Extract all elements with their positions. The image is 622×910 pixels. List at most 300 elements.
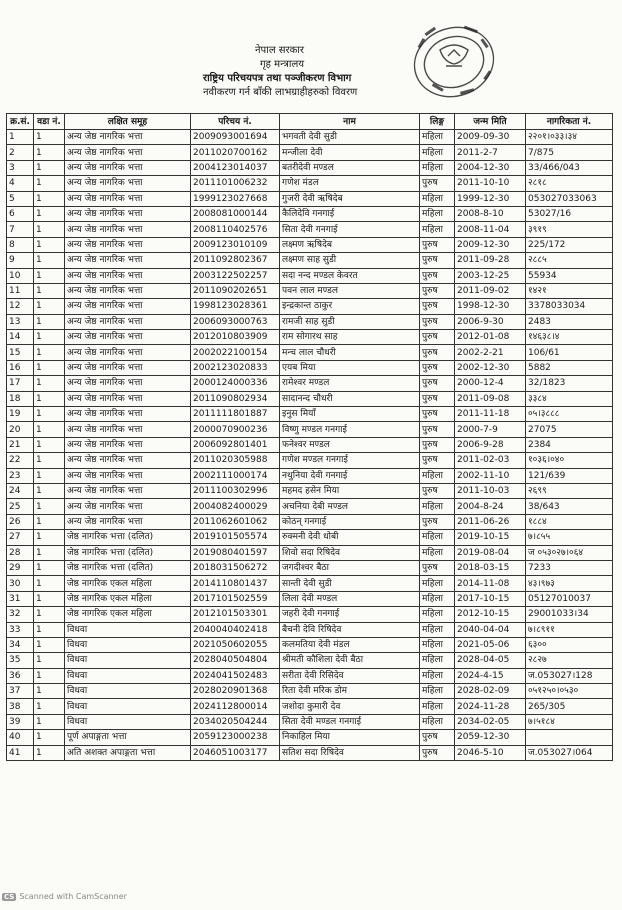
col-serial-cell: 33 <box>7 622 34 637</box>
col-ward-cell: 1 <box>34 191 65 206</box>
col-ward-cell: 1 <box>34 237 65 252</box>
col-ward-cell: 1 <box>34 437 65 452</box>
col-id-number-cell: 2002111000174 <box>191 468 280 483</box>
col-citizenship-cell: ज ०५३०२७।०६४ <box>526 545 613 560</box>
col-gender-cell: पुरुष <box>420 453 455 468</box>
col-name-cell: सिता देवी मण्डल गनगाई <box>280 714 420 729</box>
col-serial-cell: 39 <box>7 714 34 729</box>
col-gender-cell: महिला <box>420 684 455 699</box>
col-serial-cell: 20 <box>7 422 34 437</box>
watermark-text: Scanned with CamScanner <box>19 892 127 901</box>
col-dob-header: जन्म मिति <box>455 114 526 130</box>
col-gender-cell: महिला <box>420 530 455 545</box>
col-target-group-cell: अन्य जेष्ठ नागरिक भत्ता <box>65 160 191 175</box>
col-serial-cell: 2 <box>7 145 34 160</box>
office-stamp-seal <box>402 16 502 108</box>
beneficiary-table <box>6 113 613 761</box>
col-name-cell: गणेश मण्डल गनगाई <box>280 453 420 468</box>
col-serial-cell: 3 <box>7 160 34 175</box>
table-row <box>7 314 613 329</box>
col-citizenship-cell: 121/639 <box>526 468 613 483</box>
col-name-cell: बतरीदेवी मण्डल <box>280 160 420 175</box>
col-id-number-cell: 2000124000336 <box>191 376 280 391</box>
col-gender-cell: पुरुष <box>420 268 455 283</box>
col-id-number-cell: 2046051003177 <box>191 745 280 760</box>
col-dob-cell: 2011-09-02 <box>455 283 526 298</box>
col-target-group-cell: जेष्ठ नागरिक भत्ता (दलित) <box>65 560 191 575</box>
col-serial-cell: 10 <box>7 268 34 283</box>
col-dob-cell: 2012-01-08 <box>455 330 526 345</box>
col-serial-cell: 29 <box>7 560 34 575</box>
col-gender-cell: महिला <box>420 191 455 206</box>
col-gender-cell: महिला <box>420 699 455 714</box>
col-ward-cell: 1 <box>34 283 65 298</box>
col-target-group-cell: अन्य जेष्ठ नागरिक भत्ता <box>65 376 191 391</box>
col-gender-cell: पुरुष <box>420 299 455 314</box>
table-row <box>7 437 613 452</box>
col-id-number-cell: 2024041502483 <box>191 668 280 683</box>
col-gender-header: लिङ्ग <box>420 114 455 130</box>
col-id-number-cell: 2011020700162 <box>191 145 280 160</box>
col-serial-cell: 26 <box>7 514 34 529</box>
col-ward-cell: 1 <box>34 130 65 145</box>
col-dob-cell: 2046-5-10 <box>455 745 526 760</box>
col-dob-cell: 2024-4-15 <box>455 668 526 683</box>
col-id-number-cell: 2034020504244 <box>191 714 280 729</box>
col-dob-cell: 2028-04-05 <box>455 653 526 668</box>
col-name-cell: गुजरी देवी ऋषिदेब <box>280 191 420 206</box>
col-citizenship-cell: ७।८५५ <box>526 530 613 545</box>
col-dob-cell: 2014-11-08 <box>455 576 526 591</box>
col-gender-cell: पुरुष <box>420 483 455 498</box>
col-name-cell: सान्ती देवी सुडी <box>280 576 420 591</box>
col-dob-cell: 2021-05-06 <box>455 637 526 652</box>
col-serial-cell: 22 <box>7 453 34 468</box>
col-id-number-cell: 1999123027668 <box>191 191 280 206</box>
col-target-group-cell: अन्य जेष्ठ नागरिक भत्ता <box>65 145 191 160</box>
col-dob-cell: 2019-08-04 <box>455 545 526 560</box>
col-serial-cell: 15 <box>7 345 34 360</box>
col-id-number-cell: 2028020901368 <box>191 684 280 699</box>
col-dob-cell: 2002-11-10 <box>455 468 526 483</box>
col-gender-cell: महिला <box>420 653 455 668</box>
col-target-group-cell: जेष्ठ नागरिक एकल महिला <box>65 591 191 606</box>
col-citizenship-cell: ४३।९७३ <box>526 576 613 591</box>
col-serial-cell: 35 <box>7 653 34 668</box>
col-citizenship-cell: ज.053027।128 <box>526 668 613 683</box>
table-row <box>7 483 613 498</box>
col-serial-cell: 28 <box>7 545 34 560</box>
col-gender-cell: पुरुष <box>420 560 455 575</box>
col-id-number-cell: 2006092801401 <box>191 437 280 452</box>
col-name-cell: भगवती देवी सुडी <box>280 130 420 145</box>
col-gender-cell: महिला <box>420 622 455 637</box>
col-citizenship-cell: २८८५ <box>526 253 613 268</box>
col-citizenship-cell: 33/466/043 <box>526 160 613 175</box>
col-serial-cell: 14 <box>7 330 34 345</box>
col-dob-cell: 2019-10-15 <box>455 530 526 545</box>
col-target-group-cell: पूर्ण अपाङ्गता भत्ता <box>65 730 191 745</box>
col-name-cell: सदा नन्द मण्डल केवरत <box>280 268 420 283</box>
table-row <box>7 453 613 468</box>
col-id-number-cell: 2002022100154 <box>191 345 280 360</box>
col-gender-cell: महिला <box>420 714 455 729</box>
col-target-group-cell: जेष्ठ नागरिक एकल महिला <box>65 576 191 591</box>
col-name-cell: शिवो सदा रिषिदेव <box>280 545 420 560</box>
col-dob-cell: 2011-11-18 <box>455 407 526 422</box>
col-dob-cell: 2009-09-30 <box>455 130 526 145</box>
col-target-group-cell: अन्य जेष्ठ नागरिक भत्ता <box>65 437 191 452</box>
col-ward-cell: 1 <box>34 407 65 422</box>
col-serial-cell: 16 <box>7 360 34 375</box>
col-name-cell: कैलिदेवि गनगाई <box>280 206 420 221</box>
col-dob-cell: 1998-12-30 <box>455 299 526 314</box>
col-id-number-cell: 2019101505574 <box>191 530 280 545</box>
col-target-group-cell: अन्य जेष्ठ नागरिक भत्ता <box>65 345 191 360</box>
col-id-number-cell: 2004082400029 <box>191 499 280 514</box>
col-dob-cell: 2012-10-15 <box>455 607 526 622</box>
table-row <box>7 407 613 422</box>
col-citizenship-cell: 5882 <box>526 360 613 375</box>
col-citizenship-cell: 053027033063 <box>526 191 613 206</box>
col-name-cell: विष्णु मण्डल गनगाई <box>280 422 420 437</box>
col-ward-cell: 1 <box>34 345 65 360</box>
table-row <box>7 345 613 360</box>
camscanner-logo: CS <box>4 892 15 901</box>
col-ward-cell: 1 <box>34 499 65 514</box>
col-target-group-cell: विधवा <box>65 684 191 699</box>
col-serial-cell: 31 <box>7 591 34 606</box>
table-row <box>7 253 613 268</box>
col-gender-cell: पुरुष <box>420 176 455 191</box>
table-row <box>7 206 613 221</box>
col-target-group-cell: जेष्ठ नागरिक भत्ता (दलित) <box>65 545 191 560</box>
col-target-group-cell: अति अशक्त अपाङ्गता भत्ता <box>65 745 191 760</box>
col-dob-cell: 2034-02-05 <box>455 714 526 729</box>
col-id-number-cell: 2003122502257 <box>191 268 280 283</box>
col-gender-cell: पुरुष <box>420 376 455 391</box>
table-header-row <box>7 114 613 130</box>
col-gender-cell: पुरुष <box>420 422 455 437</box>
col-ward-cell: 1 <box>34 222 65 237</box>
col-target-group-cell: अन्य जेष्ठ नागरिक भत्ता <box>65 499 191 514</box>
col-dob-cell: 2004-8-24 <box>455 499 526 514</box>
col-ward-cell: 1 <box>34 514 65 529</box>
col-serial-cell: 4 <box>7 176 34 191</box>
col-gender-cell: पुरुष <box>420 391 455 406</box>
table-row <box>7 299 613 314</box>
col-ward-cell: 1 <box>34 330 65 345</box>
col-gender-cell: महिला <box>420 499 455 514</box>
table-row <box>7 160 613 175</box>
col-dob-cell: 2000-7-9 <box>455 422 526 437</box>
col-target-group-cell: अन्य जेष्ठ नागरिक भत्ता <box>65 468 191 483</box>
col-target-group-cell: विधवा <box>65 637 191 652</box>
col-name-cell: पवन लाल मण्डल <box>280 283 420 298</box>
table-row <box>7 637 613 652</box>
col-citizenship-cell: 2483 <box>526 314 613 329</box>
col-citizenship-cell: 38/643 <box>526 499 613 514</box>
col-id-number-header: परिचय नं. <box>191 114 280 130</box>
col-ward-cell: 1 <box>34 391 65 406</box>
col-id-number-cell: 1998123028361 <box>191 299 280 314</box>
col-id-number-cell: 2006093000763 <box>191 314 280 329</box>
col-target-group-cell: जेष्ठ नागरिक भत्ता (दलित) <box>65 530 191 545</box>
col-target-group-cell: विधवा <box>65 699 191 714</box>
col-serial-cell: 30 <box>7 576 34 591</box>
col-target-group-cell: अन्य जेष्ठ नागरिक भत्ता <box>65 222 191 237</box>
col-ward-cell: 1 <box>34 714 65 729</box>
col-name-cell: सरीता देवी रिसिदेव <box>280 668 420 683</box>
col-citizenship-cell <box>526 730 613 745</box>
col-citizenship-cell: २२०१।०३३।३४ <box>526 130 613 145</box>
col-gender-cell: महिला <box>420 637 455 652</box>
table-row <box>7 668 613 683</box>
table-row <box>7 699 613 714</box>
table-row <box>7 222 613 237</box>
col-target-group-cell: विधवा <box>65 668 191 683</box>
table-row <box>7 514 613 529</box>
col-name-cell: राम सोगारथ साह <box>280 330 420 345</box>
col-ward-cell: 1 <box>34 145 65 160</box>
col-name-cell: एयब मिया <box>280 360 420 375</box>
col-dob-cell: 2024-11-28 <box>455 699 526 714</box>
col-name-cell: सादानन्द चौधरी <box>280 391 420 406</box>
col-target-group-cell: अन्य जेष्ठ नागरिक भत्ता <box>65 514 191 529</box>
col-dob-cell: 2006-9-30 <box>455 314 526 329</box>
col-target-group-cell: जेष्ठ नागरिक एकल महिला <box>65 607 191 622</box>
col-serial-cell: 17 <box>7 376 34 391</box>
col-name-cell: जगदीश्वर बैठा <box>280 560 420 575</box>
col-citizenship-cell: २८१८ <box>526 176 613 191</box>
col-id-number-cell: 2040040402418 <box>191 622 280 637</box>
col-name-cell: फनेश्वर मण्डल <box>280 437 420 452</box>
col-name-cell: बैचनी देवि रिषिदेव <box>280 622 420 637</box>
col-dob-cell: 2011-06-26 <box>455 514 526 529</box>
col-name-cell: अचनिया देबी मण्डल <box>280 499 420 514</box>
col-serial-cell: 34 <box>7 637 34 652</box>
table-row <box>7 468 613 483</box>
col-serial-cell: 36 <box>7 668 34 683</box>
col-id-number-cell: 2011020305988 <box>191 453 280 468</box>
col-citizenship-cell: 55934 <box>526 268 613 283</box>
col-serial-cell: 24 <box>7 483 34 498</box>
col-id-number-cell: 2002123020833 <box>191 360 280 375</box>
col-ward-cell: 1 <box>34 622 65 637</box>
col-name-cell: श्रीमती कौशिला देवी बैठा <box>280 653 420 668</box>
col-name-cell: कलमतिया देवी मंडल <box>280 637 420 652</box>
col-target-group-cell: अन्य जेष्ठ नागरिक भत्ता <box>65 314 191 329</box>
col-citizenship-cell: १४६३८।४ <box>526 330 613 345</box>
table-row <box>7 714 613 729</box>
col-id-number-cell: 2012010803909 <box>191 330 280 345</box>
col-id-number-cell: 2018031506272 <box>191 560 280 575</box>
col-gender-cell: महिला <box>420 145 455 160</box>
col-name-cell: कोठन् गनगाई <box>280 514 420 529</box>
table-row <box>7 283 613 298</box>
col-citizenship-cell: १०३६।०४० <box>526 453 613 468</box>
col-ward-cell: 1 <box>34 299 65 314</box>
col-target-group-cell: अन्य जेष्ठ नागरिक भत्ता <box>65 407 191 422</box>
col-ward-cell: 1 <box>34 376 65 391</box>
table-row <box>7 576 613 591</box>
col-citizenship-cell: ७।८९११ <box>526 622 613 637</box>
col-serial-cell: 19 <box>7 407 34 422</box>
col-target-group-cell: विधवा <box>65 714 191 729</box>
col-target-group-cell: अन्य जेष्ठ नागरिक भत्ता <box>65 253 191 268</box>
col-ward-cell: 1 <box>34 468 65 483</box>
col-id-number-cell: 2004123014037 <box>191 160 280 175</box>
col-target-group-cell: अन्य जेष्ठ नागरिक भत्ता <box>65 391 191 406</box>
col-target-group-cell: अन्य जेष्ठ नागरिक भत्ता <box>65 237 191 252</box>
col-dob-cell: 2008-11-04 <box>455 222 526 237</box>
table-row <box>7 591 613 606</box>
col-ward-cell: 1 <box>34 314 65 329</box>
col-citizenship-cell: ३९१९ <box>526 222 613 237</box>
col-ward-cell: 1 <box>34 483 65 498</box>
col-gender-cell: महिला <box>420 591 455 606</box>
col-serial-cell: 11 <box>7 283 34 298</box>
col-target-group-cell: अन्य जेष्ठ नागरिक भत्ता <box>65 360 191 375</box>
col-serial-cell: 38 <box>7 699 34 714</box>
col-citizenship-cell: 7233 <box>526 560 613 575</box>
col-citizenship-cell: २६९९ <box>526 483 613 498</box>
col-target-group-cell: अन्य जेष्ठ नागरिक भत्ता <box>65 453 191 468</box>
col-gender-cell: पुरुष <box>420 314 455 329</box>
col-ward-cell: 1 <box>34 576 65 591</box>
col-dob-cell: 2011-09-28 <box>455 253 526 268</box>
col-gender-cell: पुरुष <box>420 345 455 360</box>
col-ward-cell: 1 <box>34 730 65 745</box>
col-gender-cell: पुरुष <box>420 253 455 268</box>
col-id-number-cell: 2012101503301 <box>191 607 280 622</box>
col-name-header: नाम <box>280 114 420 130</box>
govt-name: नेपाल सरकार <box>255 45 304 56</box>
table-row <box>7 499 613 514</box>
col-serial-cell: 21 <box>7 437 34 452</box>
col-name-cell: लक्ष्मण साह सुडी <box>280 253 420 268</box>
col-dob-cell: 2028-02-09 <box>455 684 526 699</box>
col-id-number-cell: 2028040504804 <box>191 653 280 668</box>
col-serial-cell: 32 <box>7 607 34 622</box>
col-id-number-cell: 2019080401597 <box>191 545 280 560</box>
col-name-cell: सिता देवी गनगाई <box>280 222 420 237</box>
col-ward-cell: 1 <box>34 668 65 683</box>
col-name-cell: मन्जीला देवी <box>280 145 420 160</box>
col-dob-cell: 2059-12-30 <box>455 730 526 745</box>
col-serial-header: क्र.सं. <box>7 114 34 130</box>
col-dob-cell: 2011-10-10 <box>455 176 526 191</box>
col-ward-cell: 1 <box>34 545 65 560</box>
col-name-cell: महमद हसेन मिया <box>280 483 420 498</box>
col-citizenship-cell: 2384 <box>526 437 613 452</box>
col-serial-cell: 37 <box>7 684 34 699</box>
col-dob-cell: 2006-9-28 <box>455 437 526 452</box>
col-citizenship-cell: ३३८४ <box>526 391 613 406</box>
col-ward-cell: 1 <box>34 206 65 221</box>
col-dob-cell: 2017-10-15 <box>455 591 526 606</box>
table-row <box>7 560 613 575</box>
col-target-group-cell: अन्य जेष्ठ नागरिक भत्ता <box>65 483 191 498</box>
col-name-cell: मन्च लाल चौधरी <box>280 345 420 360</box>
table-row <box>7 130 613 145</box>
col-citizenship-cell: ०५।३८८८ <box>526 407 613 422</box>
col-citizenship-cell: 3378033034 <box>526 299 613 314</box>
col-serial-cell: 1 <box>7 130 34 145</box>
col-id-number-cell: 2011111801887 <box>191 407 280 422</box>
col-dob-cell: 2002-2-21 <box>455 345 526 360</box>
col-target-group-cell: अन्य जेष्ठ नागरिक भत्ता <box>65 130 191 145</box>
col-citizenship-cell: १८८४ <box>526 514 613 529</box>
col-gender-cell: पुरुष <box>420 514 455 529</box>
col-id-number-cell: 2011092802367 <box>191 253 280 268</box>
col-id-number-cell: 2024112800014 <box>191 699 280 714</box>
col-ward-cell: 1 <box>34 745 65 760</box>
col-name-cell: रुक्मनी देवी धोबी <box>280 530 420 545</box>
col-id-number-cell: 2008081000144 <box>191 206 280 221</box>
col-citizenship-cell: 05127010037 <box>526 591 613 606</box>
col-citizenship-cell: १४२१ <box>526 283 613 298</box>
col-dob-cell: 2011-02-03 <box>455 453 526 468</box>
col-citizenship-cell: ज.053027।064 <box>526 745 613 760</box>
col-gender-cell: पुरुष <box>420 237 455 252</box>
col-ward-cell: 1 <box>34 176 65 191</box>
col-gender-cell: महिला <box>420 130 455 145</box>
col-gender-cell: पुरुष <box>420 730 455 745</box>
col-name-cell: इनुस मियाँ <box>280 407 420 422</box>
col-name-cell: निकाहिल मिया <box>280 730 420 745</box>
col-target-group-cell: अन्य जेष्ठ नागरिक भत्ता <box>65 206 191 221</box>
col-target-group-cell: विधवा <box>65 653 191 668</box>
col-dob-cell: 1999-12-30 <box>455 191 526 206</box>
ministry-name: गृह मन्त्रालय <box>260 59 305 70</box>
table-row <box>7 607 613 622</box>
col-ward-cell: 1 <box>34 684 65 699</box>
col-id-number-cell: 2059123000238 <box>191 730 280 745</box>
col-serial-cell: 8 <box>7 237 34 252</box>
col-ward-cell: 1 <box>34 607 65 622</box>
col-serial-cell: 5 <box>7 191 34 206</box>
col-dob-cell: 2008-8-10 <box>455 206 526 221</box>
table-row <box>7 391 613 406</box>
col-dob-cell: 2040-04-04 <box>455 622 526 637</box>
col-serial-cell: 27 <box>7 530 34 545</box>
col-citizenship-cell: 53027/16 <box>526 206 613 221</box>
department-name: राष्ट्रिय परिचयपत्र तथा पञ्जीकरण विभाग <box>203 73 352 84</box>
col-name-cell: जहरी देवी गनगाई <box>280 607 420 622</box>
col-gender-cell: महिला <box>420 222 455 237</box>
col-gender-cell: पुरुष <box>420 407 455 422</box>
col-ward-cell: 1 <box>34 268 65 283</box>
col-serial-cell: 9 <box>7 253 34 268</box>
col-gender-cell: पुरुष <box>420 330 455 345</box>
col-serial-cell: 7 <box>7 222 34 237</box>
col-serial-cell: 13 <box>7 314 34 329</box>
col-dob-cell: 2011-10-03 <box>455 483 526 498</box>
col-citizenship-cell: 7/875 <box>526 145 613 160</box>
table-row <box>7 545 613 560</box>
col-dob-cell: 2000-12-4 <box>455 376 526 391</box>
col-ward-cell: 1 <box>34 591 65 606</box>
col-ward-cell: 1 <box>34 699 65 714</box>
table-row <box>7 684 613 699</box>
col-serial-cell: 25 <box>7 499 34 514</box>
col-id-number-cell: 2009093001694 <box>191 130 280 145</box>
col-ward-cell: 1 <box>34 560 65 575</box>
col-ward-cell: 1 <box>34 360 65 375</box>
col-id-number-cell: 2017101502559 <box>191 591 280 606</box>
table-row <box>7 653 613 668</box>
